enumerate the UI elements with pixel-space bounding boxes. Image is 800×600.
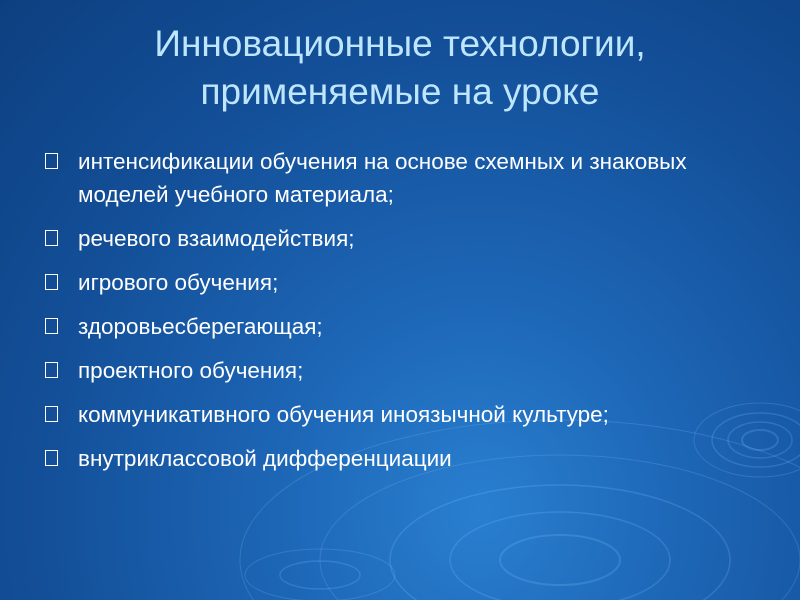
- bullet-item: [40, 442, 770, 475]
- square-bullet-icon: [45, 362, 58, 378]
- bullet-text: коммуникативного обучения иноязычной культуре;: [78, 402, 609, 427]
- bullet-item: [40, 310, 770, 343]
- bullet-text: игрового обучения;: [78, 270, 279, 295]
- bullet-text: речевого взаимодействия;: [78, 226, 355, 251]
- square-bullet-icon: [45, 318, 58, 334]
- slide-title: [40, 20, 760, 116]
- square-bullet-icon: [45, 230, 58, 246]
- square-bullet-icon: [45, 406, 58, 422]
- square-bullet-icon: [45, 153, 58, 169]
- bullet-list: [40, 145, 770, 486]
- bullet-text: внутриклассовой дифференциации: [78, 446, 452, 471]
- bullet-item: [40, 398, 770, 431]
- bullet-text: здоровьесберегающая;: [78, 314, 323, 339]
- square-bullet-icon: [45, 274, 58, 290]
- bullet-item: [40, 145, 770, 211]
- title-line: применяемые на уроке: [200, 71, 600, 112]
- bullet-text: интенсификации обучения на основе схемных и знаковых моделей учебного материала;: [78, 149, 687, 207]
- title-line: Инновационные технологии,: [154, 23, 646, 64]
- bullet-item: [40, 222, 770, 255]
- bullet-item: [40, 354, 770, 387]
- square-bullet-icon: [45, 450, 58, 466]
- bullet-text: проектного обучения;: [78, 358, 304, 383]
- bullet-item: [40, 266, 770, 299]
